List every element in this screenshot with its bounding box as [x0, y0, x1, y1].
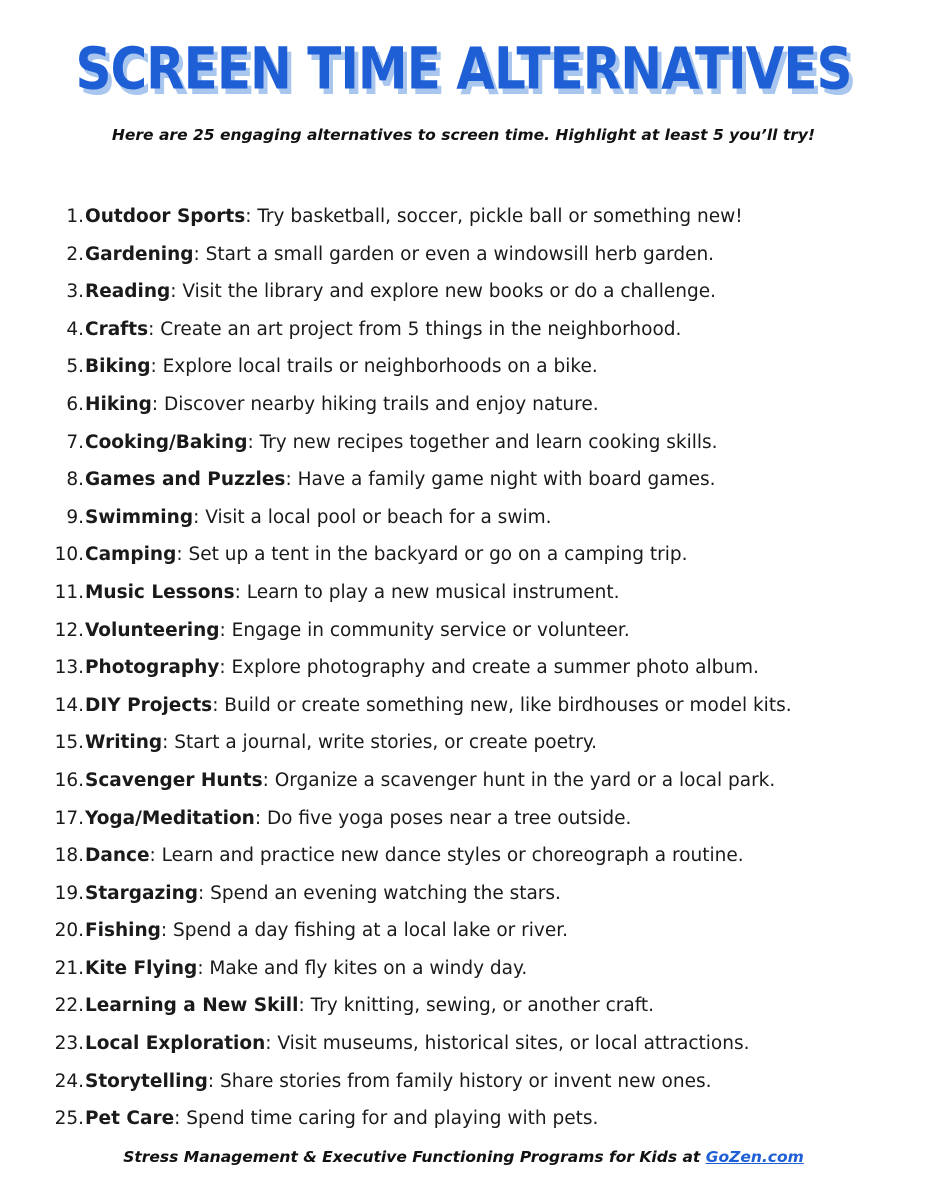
item-name: Yoga/Meditation [85, 807, 255, 829]
item-number: 7. [66, 431, 84, 453]
item-name: Scavenger Hunts [85, 769, 263, 791]
item-description: : Start a journal, write stories, or create poetry. [162, 732, 598, 754]
item-name: Reading [85, 281, 171, 303]
item-number: 21. [54, 957, 84, 979]
list-item [0, 912, 927, 950]
item-name: Pet Care [85, 1108, 175, 1130]
item-name: Hiking [85, 393, 152, 415]
item-description: : Share stories from family history or invent new ones. [207, 1070, 712, 1092]
item-description: : Do five yoga poses near a tree outside. [254, 807, 632, 829]
item-number: 20. [54, 920, 84, 942]
item-description: : Learn and practice new dance styles or choreograph a routine. [149, 845, 744, 867]
item-content [85, 612, 630, 650]
item-description: : Engage in community service or volunteer. [219, 619, 630, 641]
item-content [85, 386, 599, 424]
item-name: Outdoor Sports [85, 206, 246, 227]
list-item [0, 198, 927, 236]
item-name: Photography [85, 657, 220, 679]
item-content [85, 987, 654, 1025]
item-number: 16. [54, 769, 84, 791]
list-item [0, 950, 927, 988]
item-number: 1. [66, 206, 84, 227]
item-content [85, 762, 775, 800]
item-description: : Learn to play a new musical instrument. [234, 581, 620, 603]
item-name: Games and Puzzles [85, 469, 286, 491]
list-item [0, 800, 927, 838]
item-description: : Start a small garden or even a windowsill herb garden. [193, 243, 715, 265]
item-description: : Try new recipes together and learn cooking skills. [247, 431, 718, 453]
item-number: 4. [66, 318, 84, 340]
list-item [0, 499, 927, 537]
item-number: 19. [54, 882, 84, 904]
item-name: Local Exploration [85, 1033, 266, 1055]
list-item [0, 273, 927, 311]
item-content [85, 461, 716, 499]
item-content [85, 536, 688, 574]
title-block [0, 35, 927, 103]
activity-list [0, 198, 927, 1138]
item-name: Fishing [85, 920, 161, 942]
item-description: : Spend an evening watching the stars. [198, 882, 561, 904]
item-number: 5. [66, 356, 84, 378]
item-content [85, 800, 631, 838]
item-number: 8. [66, 469, 84, 491]
item-description: : Explore photography and create a summer photo album. [219, 657, 759, 679]
item-number: 22. [54, 995, 84, 1017]
item-description: : Create an art project from 5 things in the neighborhood. [148, 318, 682, 340]
item-content [85, 198, 743, 236]
item-description: : Make and fly kites on a windy day. [197, 957, 528, 979]
item-name: Music Lessons [85, 581, 235, 603]
footer-text: Stress Management & Executive Functioning Programs for Kids at [123, 1148, 706, 1166]
list-item [0, 424, 927, 462]
list-item [0, 687, 927, 725]
item-content [85, 837, 744, 875]
item-description: : Visit museums, historical sites, or local attractions. [265, 1033, 750, 1055]
item-description: : Have a family game night with board games. [285, 469, 716, 491]
item-number: 10. [54, 544, 84, 566]
item-number: 23. [54, 1033, 84, 1055]
item-number: 12. [54, 619, 84, 641]
list-item [0, 1063, 927, 1101]
item-name: DIY Projects [85, 694, 213, 716]
gozen-link[interactable]: GoZen.com [705, 1148, 804, 1166]
item-name: Gardening [85, 243, 194, 265]
item-name: Camping [85, 544, 177, 566]
item-name: Volunteering [85, 619, 220, 641]
item-description: : Spend a day fishing at a local lake or river. [160, 920, 569, 942]
item-name: Kite Flying [85, 957, 198, 979]
item-number: 17. [54, 807, 84, 829]
footer [0, 1148, 927, 1166]
item-name: Swimming [85, 506, 194, 528]
item-name: Stargazing [85, 882, 199, 904]
item-description: : Set up a tent in the backyard or go on a camping trip. [176, 544, 688, 566]
item-number: 3. [66, 281, 84, 303]
list-item [0, 987, 927, 1025]
item-content [85, 875, 561, 913]
item-content [85, 348, 598, 386]
list-item [0, 574, 927, 612]
item-name: Writing [85, 732, 163, 754]
item-description: : Visit a local pool or beach for a swim. [193, 506, 552, 528]
list-item [0, 236, 927, 274]
item-content [85, 912, 568, 950]
item-name: Biking [85, 356, 151, 378]
list-item [0, 724, 927, 762]
item-description: : Try knitting, sewing, or another craft. [298, 995, 655, 1017]
list-item [0, 461, 927, 499]
list-item [0, 875, 927, 913]
item-description: : Try basketball, soccer, pickle ball or something new! [245, 206, 743, 227]
item-number: 11. [54, 581, 84, 603]
item-content [85, 1025, 749, 1063]
item-content [85, 687, 792, 725]
list-item [0, 311, 927, 349]
list-item [0, 1025, 927, 1063]
item-content [85, 311, 681, 349]
page-subtitle: Here are 25 engaging alternatives to screen time. Highlight at least 5 you’ll try! [111, 126, 816, 144]
item-content [85, 424, 718, 462]
item-number: 13. [54, 657, 84, 679]
item-content [85, 950, 527, 988]
list-item [0, 837, 927, 875]
list-item [0, 1100, 927, 1138]
list-item [0, 649, 927, 687]
page-title: SCREEN TIME ALTERNATIVES [75, 35, 852, 103]
item-number: 25. [54, 1108, 84, 1130]
list-item [0, 386, 927, 424]
list-item [0, 762, 927, 800]
item-number: 6. [66, 393, 84, 415]
item-number: 9. [66, 506, 84, 528]
item-number: 18. [54, 845, 84, 867]
item-content [85, 273, 716, 311]
list-item [0, 536, 927, 574]
item-description: : Spend time caring for and playing with pets. [174, 1108, 599, 1130]
item-content [85, 499, 552, 537]
item-description: : Explore local trails or neighborhoods on a bike. [150, 356, 598, 378]
item-name: Learning a New Skill [85, 995, 299, 1017]
item-name: Crafts [85, 318, 149, 340]
item-name: Cooking/Baking [85, 431, 248, 453]
item-description: : Visit the library and explore new books or do a challenge. [170, 281, 717, 303]
item-content [85, 236, 714, 274]
item-description: : Discover nearby hiking trails and enjoy nature. [151, 393, 599, 415]
item-content [85, 724, 597, 762]
item-number: 2. [66, 243, 84, 265]
item-name: Storytelling [85, 1070, 208, 1092]
item-description: : Organize a scavenger hunt in the yard or a local park. [262, 769, 776, 791]
item-number: 15. [54, 732, 84, 754]
item-description: : Build or create something new, like birdhouses or model kits. [212, 694, 792, 716]
item-content [85, 1063, 711, 1101]
item-name: Dance [85, 845, 150, 867]
list-item [0, 612, 927, 650]
item-number: 14. [54, 694, 84, 716]
item-content [85, 574, 620, 612]
item-number: 24. [54, 1070, 84, 1092]
item-content [85, 649, 759, 687]
list-item [0, 348, 927, 386]
item-content [85, 1100, 598, 1138]
